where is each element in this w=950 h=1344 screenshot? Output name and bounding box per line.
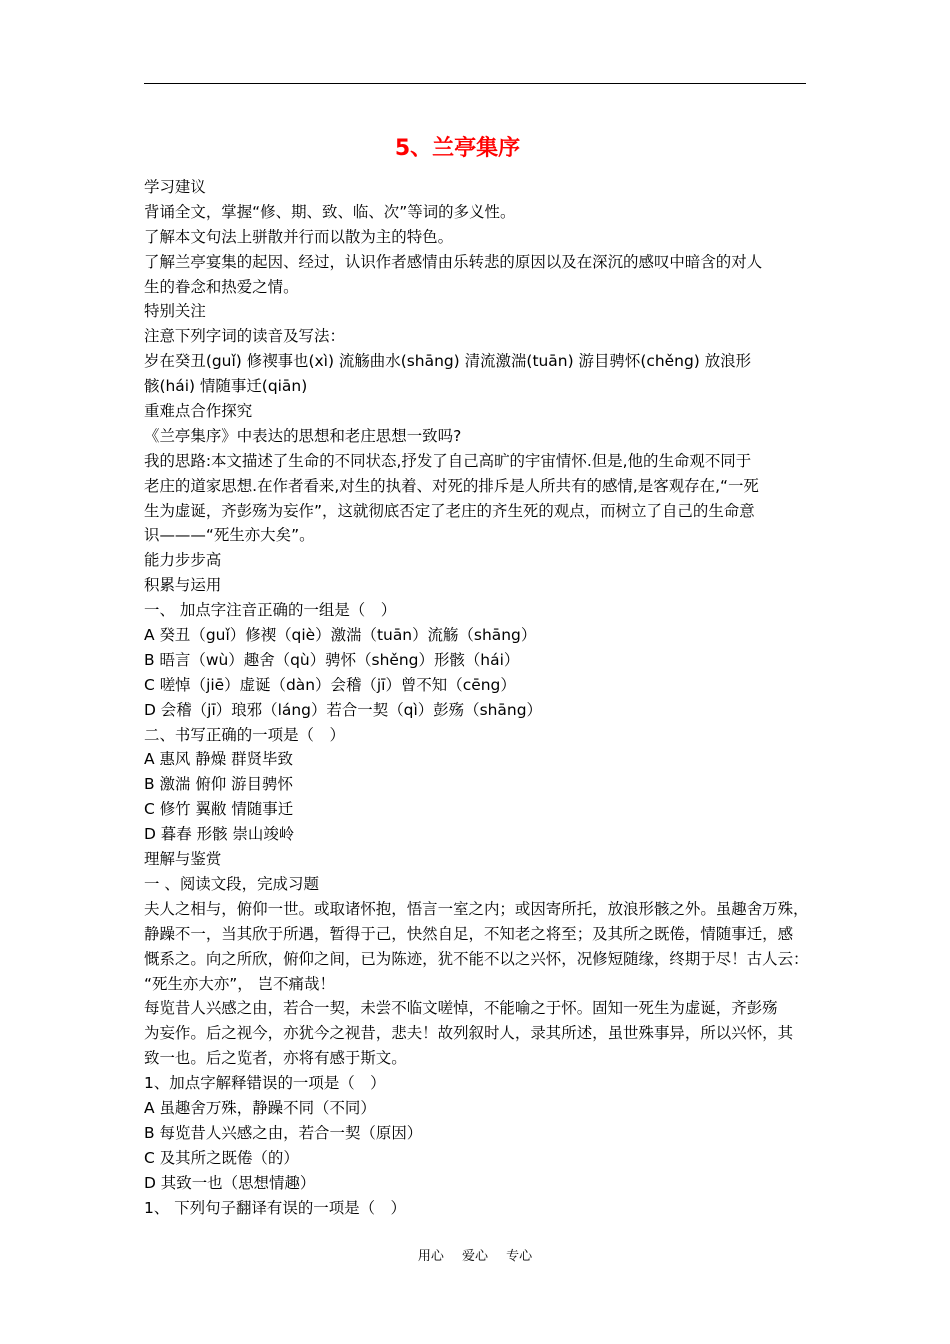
section-heading-key-points: 重难点合作探究 [144,402,253,421]
section-heading-study-advice: 学习建议 [144,178,206,196]
question-line: 二、书写正确的一项是（ ） [144,725,345,744]
question-line: 1、 下列句子翻译有误的一项是（ ） [144,1198,407,1217]
question-line: 1、加点字解释错误的一项是（ ） [144,1074,386,1093]
question-line: 一 、阅读文段，完成习题 [144,874,319,893]
option-line: C 修竹 翼敝 情随事迁 [144,800,294,819]
section-heading-accumulation: 积累与运用 [144,576,222,595]
question-line: 《兰亭集序》中表达的思想和老庄思想一致吗? [144,426,462,445]
passage-line: 为妄作。后之视今，亦犹今之视昔，悲夫！故列叙时人，录其所述，虽世殊事异，所以兴怀，其 [144,1024,794,1043]
text-line: 我的思路:本文描述了生命的不同状态,抒发了自己高旷的宇宙情怀.但是,他的生命观不同于 [144,451,752,470]
passage-line: 静躁不一，当其欣于所遇，暂得于己，快然自足，不知老之将至；及其所之既倦，情随事迁，感 [144,924,794,943]
pronunciation-line: 岁在癸丑(guǐ) 修禊事也(xì) 流觞曲水(shāng) 清流激湍(tuān) 游目骋怀(chěng) 放浪形 [144,352,752,371]
option-line: C 及其所之既倦（的） [144,1148,299,1167]
option-line: A 癸丑（guǐ）修禊（qiè）激湍（tuān）流觞（shāng） [144,626,537,645]
pronunciation-line: 骸(hái) 情随事迁(qiān) [144,377,308,396]
option-line: A 惠风 静燥 群贤毕致 [144,750,293,769]
text-line: 了解本文句法上骈散并行而以散为主的特色。 [144,227,454,246]
text-line: 老庄的道家思想.在作者看来,对生的执着、对死的排斥是人所共有的感情,是客观存在,“一死 [144,476,759,495]
section-heading-special-attention: 特别关注 [144,302,206,321]
option-line: A 虽趣舍万殊，静躁不同（不同） [144,1098,376,1117]
section-heading-ability: 能力步步高 [144,551,222,570]
option-line: B 激湍 俯仰 游目骋怀 [144,775,293,794]
text-line: 了解兰亭宴集的起因、经过，认识作者感情由乐转悲的原因以及在深沉的感叹中暗含的对人 [144,252,763,271]
document-body [144,175,814,1220]
option-line: C 嗟悼（jiē）虚诞（dàn）会稽（jī）曾不知（cēng） [144,675,516,694]
text-line: 背诵全文，掌握“修、期、致、临、次”等词的多义性。 [144,202,516,221]
section-heading-appreciation: 理解与鉴赏 [144,850,222,869]
text-line: 生为虚诞，齐彭殇为妄作”，这就彻底否定了老庄的齐生死的观点，而树立了自己的生命意 [144,501,755,520]
page-footer: 用心 爱心 专心 [417,1249,533,1264]
question-line: 一、 加点字注音正确的一组是（ ） [144,601,397,620]
passage-line: 慨系之。向之所欣，俯仰之间，已为陈迹，犹不能不以之兴怀，况修短随缘，终期于尽！古人云： [144,949,809,968]
document-title: 5、兰亭集序 [394,136,521,161]
passage-line: 夫人之相与，俯仰一世。或取诸怀抱，悟言一室之内；或因寄所托，放浪形骸之外。虽趣舍万殊， [144,899,809,918]
text-line: 注意下列字词的读音及写法： [144,327,345,346]
option-line: D 暮春 形骸 崇山竣岭 [144,825,295,844]
passage-line: “死生亦大亦”， 岂不痛哉！ [144,974,335,993]
passage-line: 每览昔人兴感之由，若合一契，未尝不临文嗟悼，不能喻之于怀。固知一死生为虚诞，齐彭殇 [144,999,778,1018]
option-line: D 其致一也（思想情趣） [144,1173,316,1192]
text-line: 识———“死生亦大矣”。 [144,526,315,545]
text-line: 生的眷念和热爱之情。 [144,277,299,296]
option-line: B 每览昔人兴感之由，若合一契（原因） [144,1123,423,1142]
passage-line: 致一也。后之览者，亦将有感于斯文。 [144,1049,407,1068]
option-line: B 晤言（wù）趣舍（qù）骋怀（shěng）形骸（hái） [144,650,520,669]
option-line: D 会稽（jī）琅邪（láng）若合一契（qì）彭殇（shāng） [144,700,542,719]
header-rule [144,83,806,84]
